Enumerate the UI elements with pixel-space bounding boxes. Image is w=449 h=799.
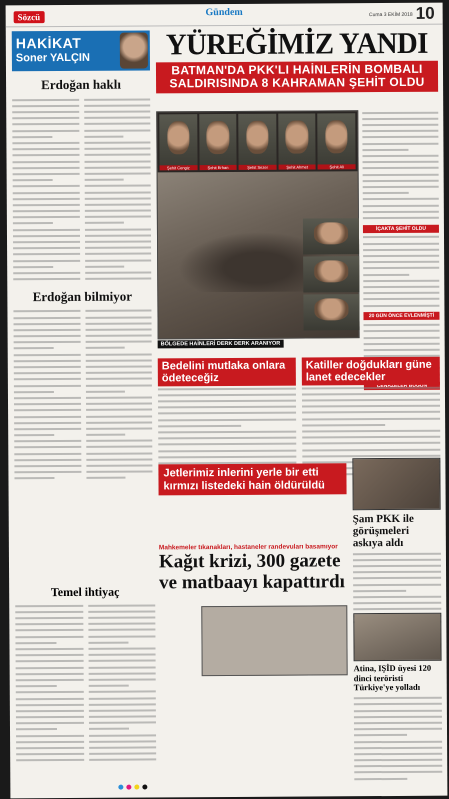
text-line xyxy=(88,708,156,714)
text-line xyxy=(363,272,409,278)
temel-ihtiyac-column xyxy=(15,584,156,764)
text-line xyxy=(14,438,81,444)
text-line xyxy=(85,320,152,326)
text-line xyxy=(12,97,79,103)
story-headline: Bedelini mutlaka onlara ödeteceğiz xyxy=(158,358,296,387)
text-line xyxy=(13,309,80,315)
text-line xyxy=(13,245,80,251)
text-line xyxy=(15,603,83,609)
text-line xyxy=(364,328,440,334)
text-line xyxy=(16,720,84,726)
text-line xyxy=(88,633,156,639)
columnist-name: Soner YALÇIN xyxy=(15,51,90,65)
body-text xyxy=(88,602,156,763)
text-line xyxy=(85,351,152,357)
text-line xyxy=(14,463,81,469)
body-text xyxy=(15,603,83,764)
text-line xyxy=(89,757,157,763)
text-line xyxy=(16,714,84,720)
text-line xyxy=(13,208,80,214)
story-headline: Katiller doğdukları güne lanet edecekler xyxy=(302,357,440,386)
text-line xyxy=(16,702,84,708)
text-line xyxy=(85,264,125,270)
text-line xyxy=(14,469,81,475)
text-line xyxy=(16,739,84,745)
body-text-col2 xyxy=(84,96,152,282)
text-line xyxy=(14,457,81,463)
text-line xyxy=(84,115,151,121)
text-line xyxy=(13,202,80,208)
text-line xyxy=(16,659,84,665)
text-line xyxy=(16,652,84,658)
main-deck xyxy=(156,61,438,94)
text-line xyxy=(88,671,156,677)
text-line xyxy=(14,358,81,364)
text-line xyxy=(85,251,152,257)
text-line xyxy=(84,183,151,189)
soldier-portrait xyxy=(159,114,197,170)
text-line xyxy=(362,116,438,122)
text-line xyxy=(14,420,81,426)
body-text-col1 xyxy=(12,97,80,283)
text-line xyxy=(362,134,438,140)
text-line xyxy=(86,475,126,481)
text-line xyxy=(363,241,439,247)
text-line xyxy=(84,103,151,109)
text-line xyxy=(354,776,407,782)
text-line xyxy=(363,184,439,190)
text-line xyxy=(13,315,80,321)
text-line xyxy=(354,714,442,720)
text-line xyxy=(363,209,439,215)
text-line xyxy=(85,382,152,388)
text-line xyxy=(12,103,79,109)
text-line xyxy=(14,333,81,339)
text-line xyxy=(16,727,57,733)
column-body-2 xyxy=(13,308,152,482)
deck-line-2: SALDIRISINDA 8 KAHRAMAN ŞEHİT OLDU xyxy=(169,74,425,91)
text-line xyxy=(89,745,157,751)
text-line xyxy=(13,165,80,171)
text-line xyxy=(14,383,81,389)
text-line xyxy=(14,352,81,358)
text-line xyxy=(84,233,151,239)
text-line xyxy=(15,628,83,634)
text-line xyxy=(16,751,84,757)
text-line xyxy=(12,115,79,121)
text-line xyxy=(363,196,439,202)
text-line xyxy=(12,146,79,152)
text-line xyxy=(14,389,54,395)
text-line xyxy=(364,341,440,347)
right-text-2 xyxy=(363,234,439,308)
text-line xyxy=(86,469,153,475)
text-line xyxy=(84,152,151,158)
text-line xyxy=(16,665,84,671)
text-line xyxy=(85,370,152,376)
column-title-temel: Temel ihtiyaç xyxy=(50,584,120,600)
text-line xyxy=(85,395,152,401)
text-line xyxy=(84,171,151,177)
text-line xyxy=(353,606,441,612)
masthead xyxy=(6,3,443,28)
temel-body xyxy=(15,602,156,764)
text-line xyxy=(84,121,151,127)
caption-label: BÖLGEDE HAİNLERİ DERK DERK ARANIYOR xyxy=(158,340,284,349)
text-line xyxy=(12,153,79,159)
text-line xyxy=(362,153,438,159)
meeting-photo xyxy=(352,458,440,511)
text-line xyxy=(14,401,81,407)
text-line xyxy=(86,401,153,407)
text-line xyxy=(89,739,157,745)
text-line xyxy=(13,190,80,196)
text-line xyxy=(88,689,156,695)
text-line xyxy=(354,739,442,745)
text-line xyxy=(362,147,408,153)
text-line xyxy=(13,184,80,190)
text-line xyxy=(88,726,129,732)
text-line xyxy=(88,615,156,621)
text-line xyxy=(15,634,83,640)
deck-line-1: BATMAN'DA PKK'LI HAİNLERİN BOMBALI xyxy=(171,61,423,78)
text-line xyxy=(88,609,156,615)
text-line xyxy=(14,377,81,383)
pkk-story xyxy=(352,458,441,626)
text-line xyxy=(15,621,83,627)
text-line xyxy=(13,171,80,177)
text-line xyxy=(13,264,53,270)
text-line xyxy=(85,376,152,382)
text-line xyxy=(14,327,81,333)
text-line xyxy=(85,339,152,345)
text-line xyxy=(12,140,79,146)
text-line xyxy=(84,177,124,183)
atina-story xyxy=(353,613,442,783)
text-line xyxy=(88,602,156,608)
column-title-erdogan-bilmiyor: Erdoğan bilmiyor xyxy=(32,288,133,304)
text-line xyxy=(84,165,151,171)
text-line xyxy=(362,141,438,147)
page-number: 10 xyxy=(415,3,435,23)
text-line xyxy=(14,321,81,327)
right-column xyxy=(362,110,440,392)
text-line xyxy=(86,413,153,419)
text-line xyxy=(84,140,151,146)
text-line xyxy=(13,214,80,220)
text-line xyxy=(354,745,442,751)
newspaper-page xyxy=(6,3,448,799)
text-line xyxy=(85,345,125,351)
text-line xyxy=(363,178,439,184)
text-line xyxy=(364,322,440,328)
soldier-name: Şehit Ahmet xyxy=(278,164,316,169)
soldier-portrait xyxy=(318,113,356,169)
text-line xyxy=(16,683,57,689)
text-line xyxy=(85,364,152,370)
text-line xyxy=(12,109,79,115)
text-line xyxy=(88,658,156,664)
text-line xyxy=(85,389,125,395)
text-line xyxy=(354,733,407,739)
soldier-name: Şehit Cengiz xyxy=(160,165,198,170)
soldier-name: Şehit Ali xyxy=(318,164,356,169)
text-line xyxy=(88,714,156,720)
text-line xyxy=(13,227,80,233)
text-line xyxy=(16,677,84,683)
text-line xyxy=(84,96,151,102)
text-line xyxy=(15,640,56,646)
column-title-erdogan-hakli: Erdoğan haklı xyxy=(41,76,122,93)
text-line xyxy=(363,265,439,271)
text-line xyxy=(13,196,80,202)
text-line xyxy=(86,438,153,444)
text-line xyxy=(88,695,156,701)
text-line xyxy=(354,757,442,763)
text-line xyxy=(13,177,53,183)
text-line xyxy=(363,234,439,240)
jet-headline: Jetlerimiz inlerini yerle bir etti kırmızı listedeki hain öldürüldü xyxy=(158,463,346,495)
side-soldier-portraits xyxy=(303,218,360,330)
text-line xyxy=(85,314,152,320)
text-line xyxy=(14,426,81,432)
text-line xyxy=(354,695,442,701)
text-line xyxy=(13,239,80,245)
text-line xyxy=(88,720,156,726)
text-line xyxy=(354,769,442,775)
text-line xyxy=(84,220,124,226)
soldier-portraits xyxy=(157,111,357,172)
text-line xyxy=(86,444,153,450)
text-line xyxy=(89,732,157,738)
text-line xyxy=(86,426,153,432)
text-line xyxy=(353,600,441,606)
atina-photo xyxy=(353,613,441,662)
body-text-col4 xyxy=(85,308,153,482)
text-line xyxy=(88,701,156,707)
main-headline-block xyxy=(156,27,438,94)
story-headline-2: ve matbaayı kapattırdı xyxy=(159,571,345,594)
text-line xyxy=(12,122,79,128)
text-line xyxy=(88,677,156,683)
text-line xyxy=(363,172,439,178)
text-line xyxy=(86,407,153,413)
text-line xyxy=(15,615,83,621)
atina-headline: Atina, IŞİD üyesi 120 dinci teröristi Türkiye'ye yolladı xyxy=(353,662,432,693)
text-line xyxy=(158,423,241,429)
text-line xyxy=(16,745,84,751)
text-line xyxy=(14,414,81,420)
text-line xyxy=(14,364,81,370)
sozcu-logo: Sözcü xyxy=(14,11,45,23)
subhead-2: 20 GÜN ÖNCE EVLENMİŞTİ xyxy=(363,312,439,320)
soldier-portrait xyxy=(278,113,316,169)
text-line xyxy=(84,158,151,164)
text-line xyxy=(16,708,84,714)
text-line xyxy=(84,214,151,220)
story-kicker: Mahkemeler tıkanakları, hastaneler randevuları basamıyor xyxy=(158,543,338,552)
text-line xyxy=(84,226,151,232)
text-line xyxy=(16,696,84,702)
text-line xyxy=(86,432,126,438)
text-line xyxy=(14,408,81,414)
text-line xyxy=(88,640,129,646)
soldier-name: Şehit Erhan xyxy=(199,165,237,170)
right-text xyxy=(362,110,439,221)
story-headline-1: Kağıt krizi, 300 gazete xyxy=(158,550,341,573)
text-line xyxy=(12,128,79,134)
text-line xyxy=(354,763,442,769)
text-line xyxy=(363,165,439,171)
text-line xyxy=(13,258,80,264)
section-title: Gündem xyxy=(205,6,243,19)
columnist-photo xyxy=(120,32,148,68)
text-line xyxy=(302,422,385,428)
atina-text xyxy=(354,695,443,782)
columnist-header xyxy=(12,30,150,71)
text-line xyxy=(354,726,442,732)
printing-press-photo xyxy=(201,605,347,676)
text-line xyxy=(84,202,151,208)
left-column xyxy=(12,30,153,482)
text-line xyxy=(14,445,81,451)
text-line xyxy=(84,189,151,195)
text-line xyxy=(14,370,81,376)
text-line xyxy=(13,233,80,239)
text-line xyxy=(363,159,439,165)
soldier-name: Şehit Sezer xyxy=(239,165,277,170)
text-line xyxy=(84,195,151,201)
soldier-portrait xyxy=(199,114,237,170)
text-line xyxy=(88,627,156,633)
text-line xyxy=(354,751,442,757)
text-line xyxy=(14,476,54,482)
text-line xyxy=(363,253,439,259)
text-line xyxy=(363,290,439,296)
text-line xyxy=(362,122,438,128)
text-line xyxy=(88,646,156,652)
text-line xyxy=(16,690,84,696)
text-line xyxy=(86,463,153,469)
text-line xyxy=(363,259,439,265)
paper-crisis-story xyxy=(159,543,441,594)
text-line xyxy=(16,733,84,739)
text-line xyxy=(85,327,152,333)
main-headline: YÜREĞİMİZ YANDI xyxy=(165,26,428,62)
column-body xyxy=(12,96,151,282)
text-line xyxy=(86,457,153,463)
text-line xyxy=(14,339,81,345)
text-line xyxy=(16,758,84,764)
text-line xyxy=(302,416,440,422)
text-line xyxy=(86,419,153,425)
text-line xyxy=(85,333,152,339)
text-line xyxy=(88,683,129,689)
text-line xyxy=(363,278,439,284)
text-line xyxy=(15,646,83,652)
text-line xyxy=(85,276,152,282)
soldier-portrait xyxy=(303,294,359,330)
text-line xyxy=(354,701,442,707)
text-line xyxy=(158,417,296,423)
text-line xyxy=(16,671,84,677)
text-line xyxy=(85,308,152,314)
text-line xyxy=(363,296,439,302)
text-line xyxy=(362,128,438,134)
story-bedeli xyxy=(158,358,297,480)
pkk-headline: Şam PKK ile görüşmeleri askıya aldı xyxy=(352,512,414,550)
text-line xyxy=(354,720,442,726)
text-line xyxy=(353,594,441,600)
text-line xyxy=(13,221,53,227)
issue-date: Cuma 3 EKİM 2018 xyxy=(368,11,413,19)
subhead: İÇAKTA ŞEHİT OLDU xyxy=(363,224,439,232)
text-line xyxy=(88,652,156,658)
text-line xyxy=(89,751,157,757)
text-line xyxy=(364,335,440,341)
text-line xyxy=(12,134,52,140)
text-line xyxy=(14,451,81,457)
text-line xyxy=(362,110,438,116)
soldier-portrait xyxy=(238,114,276,170)
text-line xyxy=(84,146,151,152)
text-line xyxy=(13,270,80,276)
text-line xyxy=(363,303,439,309)
text-line xyxy=(86,450,153,456)
text-line xyxy=(84,127,151,133)
print-registration-dots xyxy=(118,784,147,789)
soldier-portrait xyxy=(303,218,359,254)
text-line xyxy=(85,358,152,364)
text-line xyxy=(363,203,439,209)
soldier-portrait xyxy=(303,256,359,292)
text-line xyxy=(88,664,156,670)
text-line xyxy=(13,276,80,282)
text-line xyxy=(354,708,442,714)
text-line xyxy=(13,159,80,165)
text-line xyxy=(363,247,439,253)
text-line xyxy=(363,215,439,221)
text-line xyxy=(15,609,83,615)
text-line xyxy=(85,239,152,245)
text-line xyxy=(14,432,54,438)
text-line xyxy=(364,347,440,353)
text-line xyxy=(88,621,156,627)
text-line xyxy=(84,109,151,115)
text-line xyxy=(363,284,439,290)
text-line xyxy=(14,346,54,352)
body-text-col3 xyxy=(13,309,81,483)
column-brand: HAKİKAT xyxy=(15,34,82,52)
text-line xyxy=(85,257,152,263)
text-line xyxy=(84,208,151,214)
text-line xyxy=(85,270,152,276)
text-line xyxy=(84,134,124,140)
text-line xyxy=(14,395,81,401)
text-line xyxy=(85,245,152,251)
text-line xyxy=(13,252,80,258)
text-line xyxy=(363,190,409,196)
